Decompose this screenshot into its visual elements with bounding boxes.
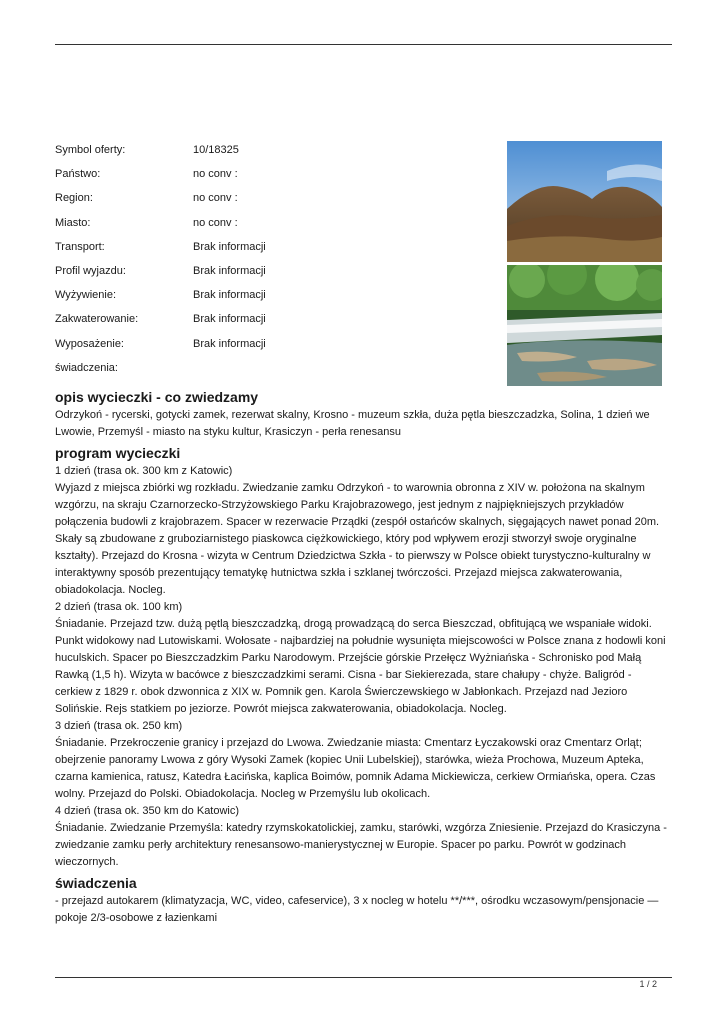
day-heading: 1 dzień (trasa ok. 300 km z Katowic) bbox=[55, 465, 233, 477]
info-value: 10/18325 bbox=[193, 144, 239, 157]
info-row-equipment bbox=[55, 332, 495, 356]
page-number: 1 / 2 bbox=[639, 979, 657, 989]
info-value: no conv : bbox=[193, 216, 238, 229]
info-label: Symbol oferty: bbox=[55, 144, 126, 157]
opis-title: opis wycieczki - co zwiedzamy bbox=[55, 389, 259, 405]
offer-info-table bbox=[55, 138, 495, 380]
swiadczenia-text: - przejazd autokarem (klimatyzacja, WC, video, cafeservice), 3 x nocleg w hotelu **/***, ośrodku wczasowym/pensjonacie — pokoje 2/3-osobowe z łazienkami bbox=[55, 895, 659, 924]
info-row-food bbox=[55, 283, 495, 307]
info-row-profile bbox=[55, 259, 495, 283]
info-row-region bbox=[55, 186, 495, 210]
info-label: świadczenia: bbox=[55, 361, 118, 374]
info-label: Zakwaterowanie: bbox=[55, 313, 139, 326]
info-value: Brak informacji bbox=[193, 289, 266, 302]
waterfall-photo bbox=[507, 265, 662, 386]
day-heading: 3 dzień (trasa ok. 250 km) bbox=[55, 720, 183, 732]
day-text: Śniadanie. Przekroczenie granicy i przejazd do Lwowa. Zwiedzanie miasta: Cmentarz Łyczakowski oraz Cmentarz Orląt; obejrzenie panoramy Lwowa z góry Wysoki Zamek (kopiec Unii Lubelskiej), starówka, wieża Prochowa, Muzeum Apteka, czarna kamienica, ratusz, Katedra Łacińska, kaplica Boimów, pomnik Adama Mickiewicza, cerkiew Ormiańska, opera. Czas wolny. Przejazd do Polski. Obiadokolacja. Nocleg w Przemyślu lub okolicach. bbox=[55, 737, 656, 800]
info-value: no conv : bbox=[193, 168, 238, 181]
info-label: Państwo: bbox=[55, 168, 101, 181]
photo-column bbox=[507, 141, 662, 386]
info-row-accommodation bbox=[55, 307, 495, 331]
top-rule bbox=[55, 44, 672, 45]
day-text: Wyjazd z miejsca zbiórki wg rozkładu. Zwiedzanie zamku Odrzykoń - to warownia obronna z XIV w. położona na skalnym wzgórzu, na skraju Czarnorzecko-Strzyżowskiego Parku Krajobrazowego, jest jednym z najpiękniejszych przykładów połączenia budowli z krajobrazem. Spacer w rezerwacie Prządki (zespół ostańców skalnych, sięgających nawet ponad 20m. Skały są zbudowane z gruboziarnistego piaskowca ciężkowickiego, który pod wpływem erozji stworzył swoje oryginalne kształty). Przejazd do Krosna - wizyta w Centrum Dziedzictwa Szkła - to pierwszy w Polsce obiekt turystyczno-kulturalny w interaktywny sposób prezentujący tematykę hutnictwa szkła i szklanej twórczości. Przejazd miejsca zakwaterowania, obiadokolacja. Nocleg. bbox=[55, 482, 660, 596]
info-label: Wyżywienie: bbox=[55, 289, 117, 302]
bottom-rule bbox=[55, 977, 672, 978]
info-row-services bbox=[55, 356, 495, 380]
mountain-photo bbox=[507, 141, 662, 262]
swiadczenia-title: świadczenia bbox=[55, 875, 137, 891]
info-value: Brak informacji bbox=[193, 265, 266, 278]
info-row-symbol bbox=[55, 138, 495, 162]
day-text: Śniadanie. Zwiedzanie Przemyśla: katedry rzymskokatolickiej, zamku, starówki, wzgórza Zniesienie. Przejazd do Krasiczyna - zwiedzanie zamku perły architektury renesansowo-manierystycznej w Europie. Spacer po parku. Powrót w godzinach wieczornych. bbox=[55, 822, 667, 868]
info-row-transport bbox=[55, 235, 495, 259]
program-title: program wycieczki bbox=[55, 445, 181, 461]
info-label: Wyposażenie: bbox=[55, 337, 124, 350]
info-label: Region: bbox=[55, 192, 93, 205]
info-value: no conv : bbox=[193, 192, 238, 205]
day-text: Śniadanie. Przejazd tzw. dużą pętlą bieszczadzką, drogą prowadzącą do serca Bieszczad, obfitującą we wspaniałe widoki. Punkt widokowy nad Lutowiskami. Wołosate - najbardziej na południe wysunięta miejscowości w Polsce znana z hodowli koni huculskich. Spacer po Bieszczadzkim Parku Narodowym. Przejście górskie Przełęcz Wyżniańska - Schronisko pod Małą Rawką (1,5 h). Wizyta w bacówce z bieszczadzkimi serami. Cisna - bar Siekierezada, stare chałupy - chyże. Baligród - cerkiew z 1829 r. obok dzwonnica z XIX w. Pomnik gen. Karola Świerczewskiego w Jabłonkach. Przejazd nad Jezioro Solińskie. Rejs statkiem po jeziorze. Powrót miejsca zakwaterowania, obiadokolacja. Nocleg. bbox=[55, 618, 666, 715]
info-row-city bbox=[55, 211, 495, 235]
opis-text: Odrzykoń - rycerski, gotycki zamek, rezerwat skalny, Krosno - muzeum szkła, duża pętla bieszczadzka, Solina, 1 dzień we Lwowie, Przemyśl - miasto na styku kultur, Krasiczyn - perła renesansu bbox=[55, 409, 650, 438]
info-label: Profil wyjazdu: bbox=[55, 265, 126, 278]
info-label: Miasto: bbox=[55, 216, 91, 229]
info-row-country bbox=[55, 162, 495, 186]
info-value: Brak informacji bbox=[193, 240, 266, 253]
day-heading: 4 dzień (trasa ok. 350 km do Katowic) bbox=[55, 805, 240, 817]
info-value: Brak informacji bbox=[193, 313, 266, 326]
day-heading: 2 dzień (trasa ok. 100 km) bbox=[55, 601, 183, 613]
main-content bbox=[55, 385, 670, 927]
info-value: Brak informacji bbox=[193, 337, 266, 350]
info-label: Transport: bbox=[55, 240, 105, 253]
